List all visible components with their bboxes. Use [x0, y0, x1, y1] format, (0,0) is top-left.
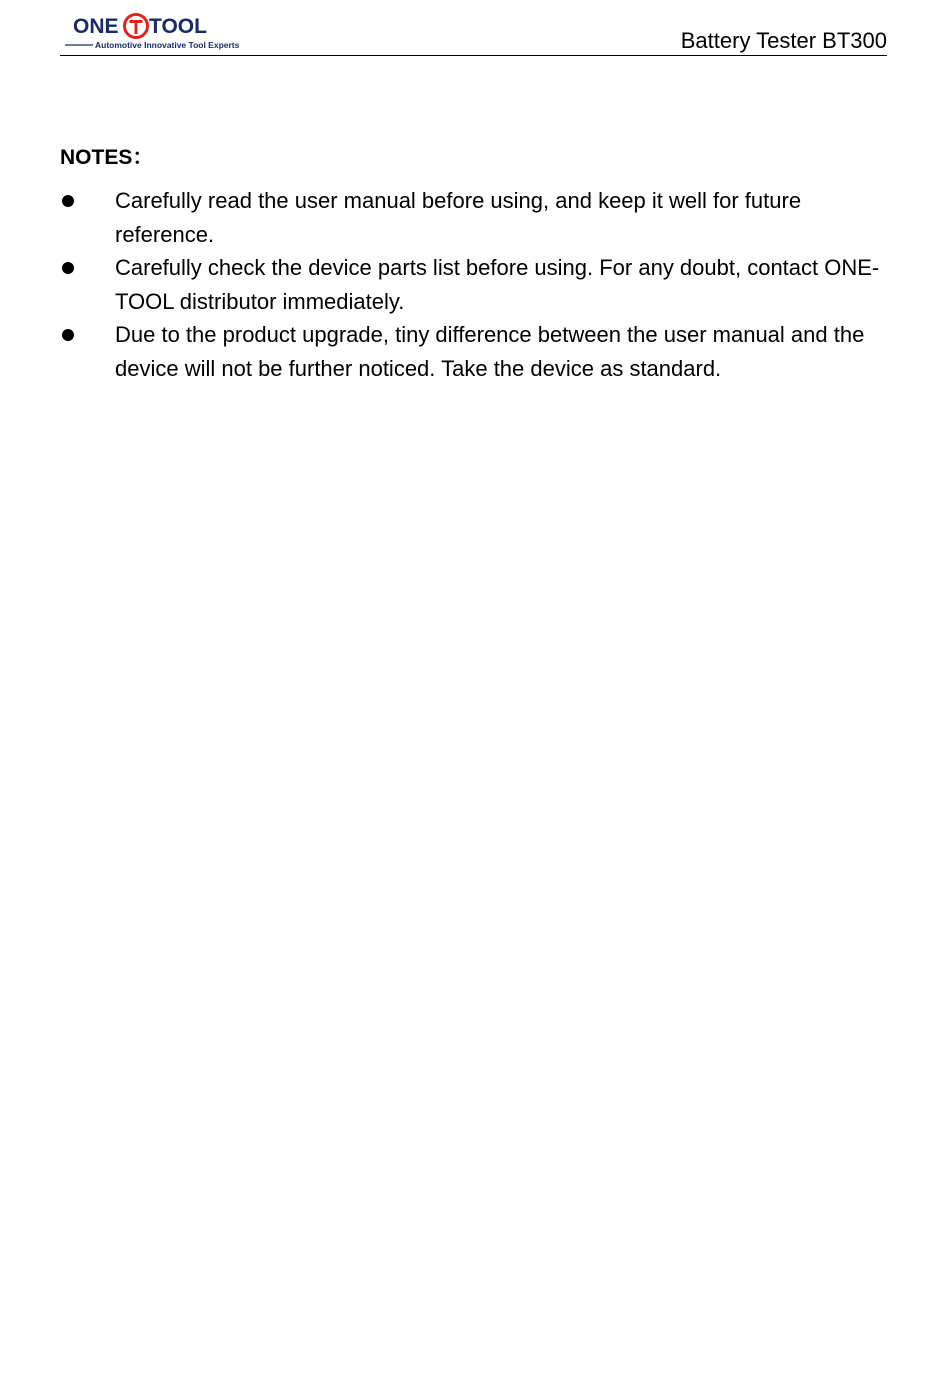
logo-wordmark-left: ONE: [73, 15, 119, 38]
document-title: Battery Tester BT300: [680, 28, 887, 53]
note-item: [60, 251, 890, 318]
page-header: [60, 8, 887, 56]
bullet-icon: [62, 195, 74, 207]
logo-t-circle-icon: [125, 15, 148, 38]
note-text: Carefully read the user manual before using, and keep it well for future reference.: [115, 188, 802, 247]
logo-wordmark-right: TOOL: [149, 15, 207, 38]
bullet-icon: [62, 329, 74, 341]
onetool-logo: [63, 8, 240, 54]
notes-heading: NOTES：: [60, 146, 154, 169]
bullet-icon: [62, 262, 74, 274]
notes-list: [60, 184, 890, 385]
note-text: Due to the product upgrade, tiny difference between the user manual and the device will not be further noticed. Take the device as standard.: [115, 322, 865, 381]
logo-tagline: Automotive Innovative Tool Experts: [95, 40, 240, 50]
onetool-logo-graphic: [63, 8, 240, 54]
note-text: Carefully check the device parts list before using. For any doubt, contact ONE-TOOL distributor immediately.: [115, 255, 880, 314]
note-item: [60, 184, 890, 251]
note-item: [60, 318, 890, 385]
